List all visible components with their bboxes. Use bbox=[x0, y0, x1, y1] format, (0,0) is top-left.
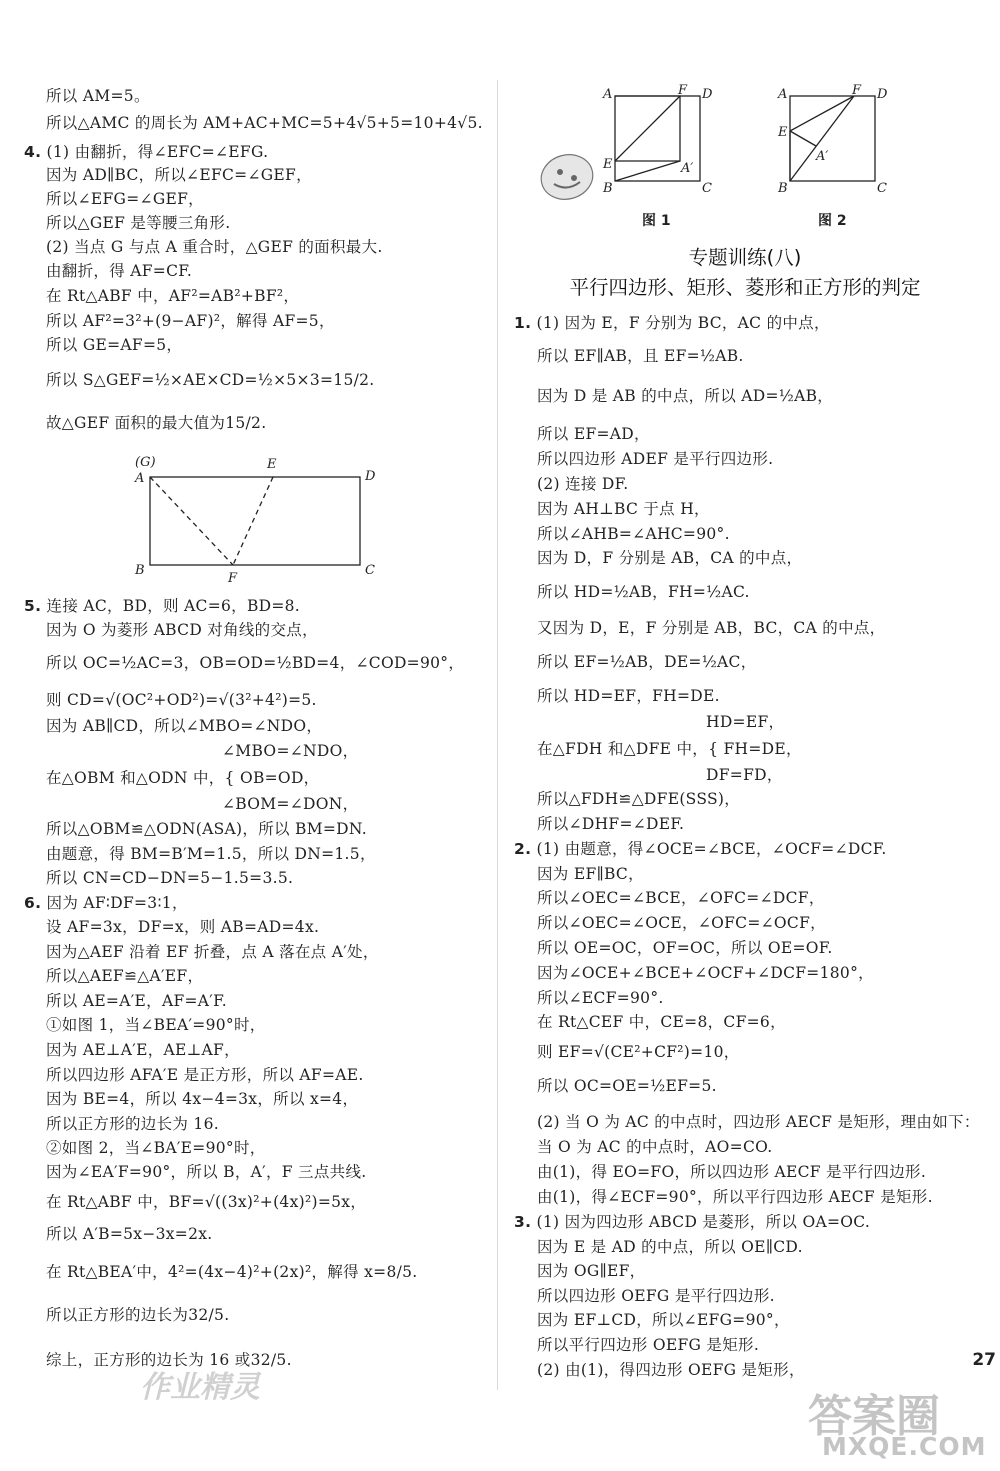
line-text: 所以∠EFG=∠GEF， bbox=[46, 190, 204, 208]
figure-2 bbox=[770, 82, 900, 202]
text-line bbox=[46, 1015, 266, 1035]
line-text: HD=EF， bbox=[706, 713, 785, 731]
label-a: A bbox=[135, 471, 145, 486]
line-text: (2) 由(1)，得四边形 OEFG 是矩形， bbox=[537, 1361, 805, 1379]
text-line bbox=[46, 942, 379, 962]
line-text: 所以△AMC 的周长为 AM+AC+MC=5+4√5+5=10+4√5. bbox=[46, 114, 483, 132]
text-line bbox=[46, 991, 227, 1011]
line-text: ①如图 1，当∠BEA′=90°时， bbox=[46, 1016, 266, 1034]
line-text: 所以 OC=OE=½EF=5. bbox=[537, 1077, 717, 1095]
line-text: 因为 AD∥BC，所以∠EFC=∠GEF， bbox=[46, 166, 312, 184]
line-text: 因为 BE=4，所以 4x−4=3x，所以 x=4， bbox=[46, 1090, 359, 1108]
watermark-brand: 答案圈 bbox=[808, 1391, 940, 1442]
line-text: 所以正方形的边长为 16. bbox=[46, 1115, 219, 1133]
line-text: 在 Rt△CEF 中，CE=8，CF=6， bbox=[537, 1013, 786, 1031]
line-text: 所以 AF²=3²+(9−AF)²，解得 AF=5， bbox=[46, 312, 335, 330]
line-text: 所以四边形 AFA′E 是正方形，所以 AF=AE. bbox=[46, 1066, 364, 1084]
label-e: E bbox=[778, 125, 788, 140]
line-text: ∠MBO=∠NDO， bbox=[222, 742, 359, 760]
line-text: 由(1)，得∠ECF=90°，所以平行四边形 AECF 是矩形. bbox=[537, 1188, 933, 1206]
text-line bbox=[537, 938, 833, 958]
text-line bbox=[537, 913, 826, 933]
line-text: 所以 HD=EF，FH=DE. bbox=[537, 687, 720, 705]
line-text: (1) 因为 E，F 分别为 BC，AC 的中点， bbox=[536, 314, 830, 332]
text-line bbox=[46, 237, 383, 257]
text-line bbox=[46, 1305, 229, 1325]
text-line bbox=[46, 370, 375, 390]
line-text: 由翻折，得 AF=CF. bbox=[46, 262, 193, 280]
text-line bbox=[537, 864, 644, 884]
text-line bbox=[537, 449, 773, 469]
label-c: C bbox=[702, 181, 712, 196]
line-text: 由题意，得 BM=B′M=1.5，所以 DN=1.5， bbox=[46, 845, 376, 863]
line-text: 所以 S△GEF=½×AE×CD=½×5×3=15/2. bbox=[46, 371, 375, 389]
text-line bbox=[24, 142, 268, 162]
text-line bbox=[537, 1237, 803, 1257]
text-line bbox=[46, 335, 182, 355]
line-text: 连接 AC，BD，则 AC=6，BD=8. bbox=[46, 597, 301, 615]
line-text: 所以△GEF 是等腰三角形. bbox=[46, 214, 231, 232]
line-text: 由(1)，得 EO=FO，所以四边形 AECF 是平行四边形. bbox=[537, 1163, 927, 1181]
line-text: (1) 由翻折，得∠EFC=∠EFG. bbox=[46, 143, 269, 161]
text-line bbox=[46, 113, 483, 133]
text-line bbox=[46, 413, 266, 433]
text-line bbox=[537, 524, 730, 544]
text-line bbox=[537, 888, 825, 908]
line-text: 故△GEF 面积的最大值为15/2. bbox=[46, 414, 267, 432]
text-line bbox=[537, 1076, 717, 1096]
line-text: 所以 CN=CD−DN=5−1.5=3.5. bbox=[46, 869, 294, 887]
rectangle-figure bbox=[125, 450, 385, 585]
label-c: C bbox=[365, 563, 375, 578]
line-text: 因为 D，F 分别是 AB，CA 的中点， bbox=[537, 549, 803, 567]
text-line bbox=[46, 653, 464, 673]
text-line bbox=[514, 1212, 870, 1232]
line-text: 因为 AF∶DF=3∶1， bbox=[46, 894, 188, 912]
page-number: 27 bbox=[972, 1350, 996, 1370]
line-text: 所以 AM=5。 bbox=[46, 87, 150, 105]
line-text: 因为△AEF 沿着 EF 折叠，点 A 落在点 A′处， bbox=[46, 943, 379, 961]
label-b: B bbox=[603, 181, 613, 196]
line-text: (2) 当 O 为 AC 的中点时，四边形 AECF 是矩形，理由如下： bbox=[537, 1113, 980, 1131]
line-text: 因为 O 为菱形 ABCD 对角线的交点， bbox=[46, 621, 318, 639]
text-line bbox=[46, 1224, 213, 1244]
text-line bbox=[46, 917, 319, 937]
label-f: F bbox=[852, 83, 862, 98]
watermark-overlay: 作业精灵 bbox=[140, 1370, 260, 1405]
label-f: F bbox=[228, 571, 238, 585]
line-text: (1) 因为四边形 ABCD 是菱形，所以 OA=OC. bbox=[536, 1213, 871, 1231]
line-text: DF=FD， bbox=[706, 766, 783, 784]
label-g: (G) bbox=[135, 455, 156, 470]
label-a-prime: A′ bbox=[816, 149, 829, 164]
line-text: 所以平行四边形 OEFG 是矩形. bbox=[537, 1336, 760, 1354]
text-line bbox=[537, 686, 720, 706]
text-line bbox=[46, 819, 367, 839]
text-line bbox=[46, 1192, 366, 1212]
line-text: 所以∠DHF=∠DEF. bbox=[537, 815, 685, 833]
text-line bbox=[46, 620, 318, 640]
column-divider bbox=[497, 80, 498, 1390]
text-line bbox=[537, 1012, 786, 1032]
line-text: 所以 EF=½AB，DE=½AC， bbox=[537, 653, 757, 671]
line-text: 所以四边形 OEFG 是平行四边形. bbox=[537, 1287, 775, 1305]
text-line bbox=[46, 86, 150, 106]
line-text: 在 Rt△BEA′中，4²=(4x−4)²+(2x)²，解得 x=8/5. bbox=[46, 1263, 418, 1281]
line-text: 在 Rt△ABF 中，AF²=AB²+BF²， bbox=[46, 287, 300, 305]
line-text: (1) 由题意，得∠OCE=∠BCE，∠OCF=∠DCF. bbox=[536, 840, 887, 858]
text-line bbox=[537, 789, 740, 809]
line-text: 所以△AEF≌△A′EF， bbox=[46, 967, 204, 985]
text-line bbox=[46, 286, 299, 306]
label-d: D bbox=[877, 87, 888, 102]
line-ef bbox=[615, 96, 680, 161]
line-text: 则 EF=√(CE²+CF²)=10， bbox=[537, 1043, 740, 1061]
line-text: 综上，正方形的边长为 16 或32/5. bbox=[46, 1351, 292, 1369]
text-line bbox=[514, 839, 887, 859]
text-line bbox=[46, 966, 203, 986]
text-line bbox=[537, 1187, 933, 1207]
label-e: E bbox=[267, 457, 277, 472]
line-text: 因为 EF∥BC， bbox=[537, 865, 644, 883]
text-line bbox=[46, 1040, 240, 1060]
figure-1 bbox=[595, 82, 725, 202]
problem-number: 3. bbox=[514, 1213, 532, 1231]
section-heading-2: 平行四边形、矩形、菱形和正方形的判定 bbox=[569, 276, 921, 299]
watermark-url: MXQE.COM bbox=[822, 1432, 987, 1461]
label-f: F bbox=[678, 83, 688, 98]
text-line bbox=[514, 313, 830, 333]
line-text: 所以 GE=AF=5， bbox=[46, 336, 183, 354]
line-text: (2) 当点 G 与点 A 重合时，△GEF 的面积最大. bbox=[46, 238, 383, 256]
line-text: 则 CD=√(OC²+OD²)=√(3²+4²)=5. bbox=[46, 691, 317, 709]
text-line bbox=[537, 582, 750, 602]
text-line bbox=[537, 499, 710, 519]
text-line bbox=[537, 474, 629, 494]
text-line bbox=[46, 868, 293, 888]
text-line bbox=[537, 739, 802, 759]
text-line bbox=[706, 712, 784, 732]
line-text: 所以 AE=A′E，AF=A′F. bbox=[46, 992, 227, 1010]
line-text: 所以 EF∥AB，且 EF=½AB. bbox=[537, 347, 744, 365]
label-b: B bbox=[135, 563, 145, 578]
text-line bbox=[46, 261, 192, 281]
problem-number: 4. bbox=[24, 143, 42, 161]
text-line bbox=[537, 618, 885, 638]
line-bf bbox=[790, 96, 854, 181]
line-text: 所以△FDH≌△DFE(SSS)， bbox=[537, 790, 741, 808]
text-line bbox=[537, 1112, 980, 1132]
text-line bbox=[46, 213, 230, 233]
line-text: 因为 EF⊥CD，所以∠EFG=90°， bbox=[537, 1311, 790, 1329]
line-text: 所以正方形的边长为32/5. bbox=[46, 1306, 230, 1324]
line-text: 所以∠AHB=∠AHC=90°. bbox=[537, 525, 730, 543]
dashed-line-af bbox=[150, 477, 233, 565]
text-line bbox=[537, 548, 802, 568]
label-e: E bbox=[603, 157, 613, 172]
text-line bbox=[537, 1335, 759, 1355]
line-text: (2) 连接 DF. bbox=[537, 475, 629, 493]
line-text: 所以四边形 ADEF 是平行四边形. bbox=[537, 450, 774, 468]
text-line bbox=[537, 386, 833, 406]
line-text: 所以 OC=½AC=3，OB=OD=½BD=4，∠COD=90°， bbox=[46, 654, 465, 672]
stamp-decoration bbox=[536, 148, 598, 206]
text-line bbox=[222, 794, 358, 814]
line-text: 因为 D 是 AB 的中点，所以 AD=½AB， bbox=[537, 387, 834, 405]
text-line bbox=[46, 311, 335, 331]
line-text: 当 O 为 AC 的中点时，AO=CO. bbox=[537, 1138, 773, 1156]
text-line bbox=[537, 424, 650, 444]
label-b: B bbox=[778, 181, 788, 196]
line-text: 在△FDH 和△DFE 中，{ FH=DE， bbox=[537, 740, 802, 758]
line-text: 因为 AH⊥BC 于点 H， bbox=[537, 500, 710, 518]
text-line bbox=[222, 741, 358, 761]
line-ba2 bbox=[615, 161, 680, 181]
label-d: D bbox=[365, 469, 376, 484]
text-line bbox=[46, 690, 317, 710]
text-line bbox=[537, 652, 757, 672]
text-line bbox=[46, 1114, 219, 1134]
text-line bbox=[46, 165, 312, 185]
problem-number: 5. bbox=[24, 597, 42, 615]
line-text: 所以∠OEC=∠BCE，∠OFC=∠DCF， bbox=[537, 889, 825, 907]
line-ea2 bbox=[790, 131, 816, 146]
text-line bbox=[537, 1286, 775, 1306]
text-line bbox=[46, 1138, 266, 1158]
label-a-prime: A′ bbox=[681, 161, 694, 176]
problem-number: 2. bbox=[514, 840, 532, 858]
line-text: ∠BOM=∠DON， bbox=[222, 795, 359, 813]
text-line bbox=[24, 596, 300, 616]
problem-number: 6. bbox=[24, 894, 42, 912]
text-line bbox=[537, 988, 664, 1008]
line-text: 因为 AE⊥A′E，AE⊥AF， bbox=[46, 1041, 240, 1059]
line-text: 所以 A′B=5x−3x=2x. bbox=[46, 1225, 213, 1243]
line-text: ②如图 2，当∠BA′E=90°时， bbox=[46, 1139, 266, 1157]
text-line bbox=[537, 814, 684, 834]
label-c: C bbox=[877, 181, 887, 196]
text-line bbox=[537, 1042, 740, 1062]
label-d: D bbox=[702, 87, 713, 102]
line-text: 所以 EF=AD， bbox=[537, 425, 650, 443]
line-text: 所以 OE=OC，OF=OC，所以 OE=OF. bbox=[537, 939, 833, 957]
problem-number: 1. bbox=[514, 314, 532, 332]
text-line bbox=[537, 1360, 805, 1380]
text-line bbox=[46, 1089, 358, 1109]
text-line bbox=[46, 1162, 366, 1182]
text-line bbox=[706, 765, 783, 785]
text-line bbox=[537, 1137, 772, 1157]
line-text: 因为∠EA′F=90°，所以 B，A′，F 三点共线. bbox=[46, 1163, 367, 1181]
label-a: A bbox=[603, 87, 613, 102]
line-text: 因为∠OCE+∠BCE+∠OCF+∠DCF=180°， bbox=[537, 964, 874, 982]
figure-2-caption: 图 2 bbox=[818, 213, 847, 229]
line-text: 所以△OBM≌△ODN(ASA)，所以 BM=DN. bbox=[46, 820, 367, 838]
text-line bbox=[46, 1262, 418, 1282]
text-line bbox=[24, 893, 188, 913]
line-text: 在△OBM 和△ODN 中，{ OB=OD， bbox=[46, 769, 320, 787]
text-line bbox=[537, 346, 744, 366]
line-ef bbox=[790, 96, 854, 131]
line-text: 又因为 D，E，F 分别是 AB，BC，CA 的中点， bbox=[537, 619, 886, 637]
line-text: 因为 OG∥EF， bbox=[537, 1262, 646, 1280]
line-text: 在 Rt△ABF 中，BF=√((3x)²+(4x)²)=5x， bbox=[46, 1193, 367, 1211]
line-text: 设 AF=3x，DF=x，则 AB=AD=4x. bbox=[46, 918, 320, 936]
text-line bbox=[537, 963, 874, 983]
line-text: 所以∠OEC=∠OCE，∠OFC=∠OCF， bbox=[537, 914, 826, 932]
section-heading-1: 专题训练(八) bbox=[688, 246, 802, 269]
text-line bbox=[46, 1065, 364, 1085]
rectangle-abcd bbox=[150, 477, 360, 565]
text-line bbox=[46, 189, 204, 209]
line-text: 所以 HD=½AB，FH=½AC. bbox=[537, 583, 750, 601]
figure-1-caption: 图 1 bbox=[642, 213, 671, 229]
line-text: 因为 AB∥CD，所以∠MBO=∠NDO， bbox=[46, 717, 323, 735]
label-a: A bbox=[778, 87, 788, 102]
text-line bbox=[46, 844, 376, 864]
dashed-line-ef bbox=[233, 477, 273, 565]
text-line bbox=[46, 716, 322, 736]
text-line bbox=[537, 1310, 790, 1330]
text-line bbox=[46, 768, 319, 788]
line-text: 所以∠ECF=90°. bbox=[537, 989, 664, 1007]
line-text: 因为 E 是 AD 的中点，所以 OE∥CD. bbox=[537, 1238, 803, 1256]
text-line bbox=[537, 1162, 926, 1182]
text-line bbox=[537, 1261, 645, 1281]
